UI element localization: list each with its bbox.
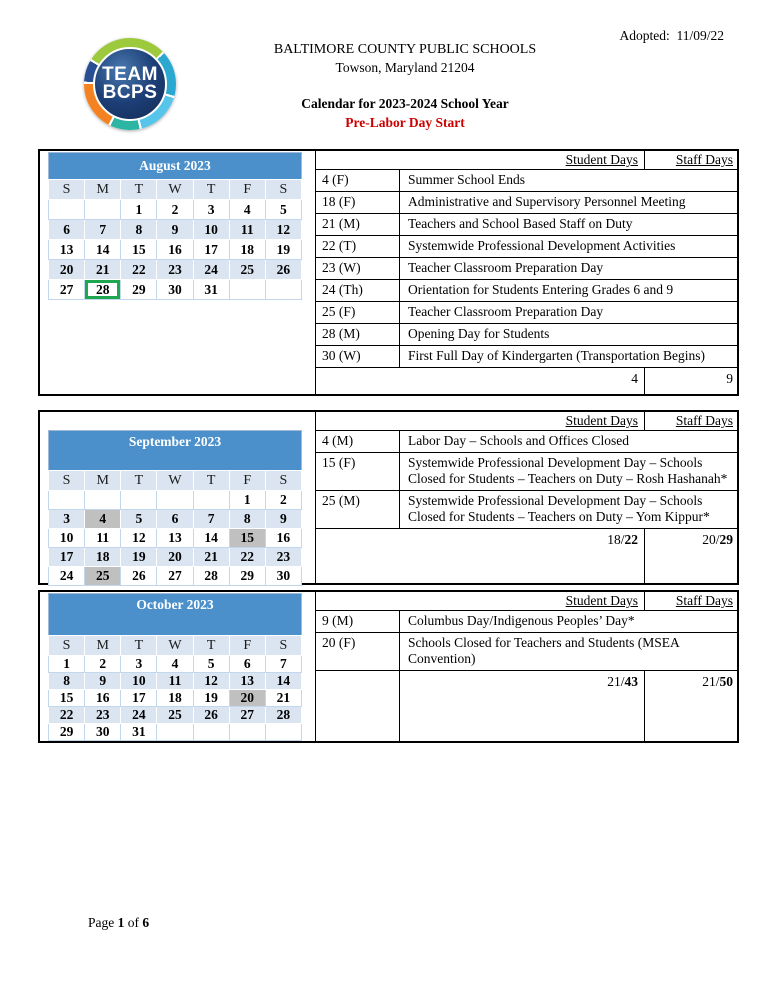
calendar-day: 24 [49, 567, 85, 586]
student-days-header-cell [316, 592, 645, 610]
calendar-day-empty [85, 491, 121, 510]
calendar-day: 5 [193, 656, 229, 673]
calendar-day: 15 [229, 529, 265, 548]
event-row [316, 346, 737, 368]
calendar-day: 17 [49, 548, 85, 567]
event-row [316, 258, 737, 280]
document-subtitle: Pre-Labor Day Start [345, 115, 465, 130]
calendar-day: 10 [49, 529, 85, 548]
calendar-day: 18 [229, 240, 265, 260]
event-description: Teachers and School Based Staff on Duty [408, 216, 633, 231]
calendar-month-title: October 2023 [49, 594, 302, 636]
student-days-total: 21/43 [400, 671, 645, 741]
calendar-day: 12 [193, 673, 229, 690]
calendar-day: 27 [49, 280, 85, 300]
calendar-day: 7 [85, 220, 121, 240]
calendar-day: 17 [193, 240, 229, 260]
event-row [316, 611, 737, 633]
calendar-day: 26 [193, 707, 229, 724]
calendar-day: 20 [49, 260, 85, 280]
calendar-day: 3 [121, 656, 157, 673]
event-description: Systemwide Professional Development Day – Schools Closed for Students – Teachers on Duty – Yom Kippur* [408, 493, 710, 524]
weekday-header-row [49, 471, 302, 491]
calendar-week-row [49, 724, 302, 741]
event-row [316, 214, 737, 236]
calendar-day: 29 [121, 280, 157, 300]
calendar-day-empty [193, 491, 229, 510]
event-description: First Full Day of Kindergarten (Transportation Begins) [408, 348, 705, 363]
calendar-day: 20 [229, 690, 265, 707]
event-row [316, 633, 737, 671]
calendar-day: 16 [157, 240, 193, 260]
calendar-day-empty [229, 724, 265, 741]
event-date: 22 (T) [316, 236, 400, 257]
weekday-label: W [157, 180, 193, 200]
event-row [316, 431, 737, 453]
calendar-day: 29 [49, 724, 85, 741]
event-date: 20 (F) [316, 633, 400, 670]
calendar-day: 12 [121, 529, 157, 548]
calendar-day: 9 [85, 673, 121, 690]
weekday-label: S [49, 471, 85, 491]
event-description: Teacher Classroom Preparation Day [408, 260, 604, 275]
event-date: 25 (M) [316, 491, 400, 528]
calendar-day: 9 [157, 220, 193, 240]
calendar-day: 15 [49, 690, 85, 707]
staff-days-header-cell [645, 412, 737, 430]
page-label-middle: of [124, 915, 143, 930]
mini-calendar-august [48, 152, 302, 300]
staff-days-total: 20/29 [702, 532, 733, 547]
student-days-header-cell [316, 412, 645, 430]
weekday-label: T [121, 636, 157, 656]
calendar-day-empty [121, 491, 157, 510]
calendar-day: 22 [229, 548, 265, 567]
calendar-day: 1 [49, 656, 85, 673]
calendar-day: 20 [157, 548, 193, 567]
student-days-label: Student Days [565, 413, 638, 428]
calendar-day: 22 [121, 260, 157, 280]
calendar-week-row [49, 220, 302, 240]
weekday-header-row [49, 180, 302, 200]
calendar-day: 19 [265, 240, 301, 260]
calendar-day: 6 [229, 656, 265, 673]
calendar-day: 18 [85, 548, 121, 567]
logo-line-bcps: BCPS [102, 82, 158, 103]
calendar-day: 28 [265, 707, 301, 724]
calendar-month-title: September 2023 [49, 431, 302, 471]
calendar-day: 13 [229, 673, 265, 690]
calendar-day-empty [265, 724, 301, 741]
month-section-august [38, 149, 739, 396]
calendar-day: 27 [157, 567, 193, 586]
calendar-day-empty [229, 280, 265, 300]
calendar-day: 9 [265, 510, 301, 529]
event-date: 21 (M) [316, 214, 400, 235]
organization-address: Towson, Maryland 21204 [335, 60, 475, 75]
weekday-label: W [157, 471, 193, 491]
totals-row [316, 671, 737, 741]
calendar-day: 26 [265, 260, 301, 280]
calendar-day: 29 [229, 567, 265, 586]
calendar-day: 14 [193, 529, 229, 548]
calendar-day: 12 [265, 220, 301, 240]
event-row [316, 192, 737, 214]
weekday-label: T [121, 471, 157, 491]
calendar-panel [40, 592, 316, 741]
calendar-day-empty [157, 491, 193, 510]
logo-line-team: TEAM [102, 64, 158, 85]
weekday-label: T [193, 180, 229, 200]
staff-days-label: Staff Days [675, 413, 733, 428]
calendar-day: 5 [121, 510, 157, 529]
document-title: Calendar for 2023-2024 School Year [301, 96, 509, 111]
calendar-week-row [49, 707, 302, 724]
calendar-day: 30 [157, 280, 193, 300]
calendar-day: 6 [49, 220, 85, 240]
calendar-week-row [49, 260, 302, 280]
event-date: 4 (F) [316, 170, 400, 191]
weekday-label: F [229, 471, 265, 491]
calendar-day: 11 [85, 529, 121, 548]
page-total-value: 6 [142, 915, 150, 930]
event-date: 30 (W) [316, 346, 400, 367]
weekday-label: S [265, 180, 301, 200]
calendar-day: 28 [193, 567, 229, 586]
calendar-day: 25 [85, 567, 121, 586]
staff-days-header-cell [645, 151, 737, 169]
event-rows [316, 431, 737, 529]
totals-date-spacer-cell [316, 671, 400, 741]
calendar-day: 18 [157, 690, 193, 707]
event-description: Teacher Classroom Preparation Day [408, 304, 604, 319]
organization-name: BALTIMORE COUNTY PUBLIC SCHOOLS [273, 42, 537, 57]
weekday-label: T [121, 180, 157, 200]
event-date: 15 (F) [316, 453, 400, 490]
calendar-day: 25 [229, 260, 265, 280]
event-row [316, 302, 737, 324]
calendar-day: 8 [121, 220, 157, 240]
calendar-day-empty [265, 280, 301, 300]
weekday-label: S [49, 180, 85, 200]
calendar-day: 15 [121, 240, 157, 260]
calendar-day: 26 [121, 567, 157, 586]
staff-days-total: 9 [726, 371, 733, 386]
weekday-label: S [49, 636, 85, 656]
weekday-label: T [193, 471, 229, 491]
calendar-day: 8 [229, 510, 265, 529]
calendar-week-row [49, 548, 302, 567]
event-description: Administrative and Supervisory Personnel Meeting [408, 194, 686, 209]
event-date: 25 (F) [316, 302, 400, 323]
student-days-label: Student Days [565, 593, 638, 608]
event-rows [316, 611, 737, 671]
calendar-day: 16 [265, 529, 301, 548]
calendar-week-row [49, 673, 302, 690]
calendar-day: 25 [157, 707, 193, 724]
calendar-day: 14 [265, 673, 301, 690]
event-description: Labor Day – Schools and Offices Closed [408, 433, 629, 448]
calendar-day-empty [49, 200, 85, 220]
calendar-day: 4 [229, 200, 265, 220]
calendar-day: 10 [193, 220, 229, 240]
weekday-label: F [229, 180, 265, 200]
calendar-day: 30 [265, 567, 301, 586]
event-row [316, 280, 737, 302]
calendar-day: 13 [157, 529, 193, 548]
staff-days-label: Staff Days [675, 593, 733, 608]
events-table [316, 412, 737, 583]
calendar-day: 21 [193, 548, 229, 567]
calendar-day: 23 [157, 260, 193, 280]
event-date: 9 (M) [316, 611, 400, 632]
calendar-day: 27 [229, 707, 265, 724]
calendar-day: 17 [121, 690, 157, 707]
month-section-september [38, 410, 739, 585]
calendar-day: 11 [229, 220, 265, 240]
calendar-week-row [49, 690, 302, 707]
calendar-day: 2 [85, 656, 121, 673]
calendar-day: 19 [193, 690, 229, 707]
calendar-day: 8 [49, 673, 85, 690]
event-row [316, 236, 737, 258]
student-days-label: Student Days [565, 152, 638, 167]
weekday-label: M [85, 471, 121, 491]
calendar-day-empty [85, 200, 121, 220]
calendar-day: 6 [157, 510, 193, 529]
adopted-date: Adopted: 11/09/22 [619, 28, 724, 43]
events-table [316, 151, 737, 394]
event-date: 23 (W) [316, 258, 400, 279]
calendar-day: 3 [49, 510, 85, 529]
page-number [88, 915, 149, 931]
letterhead [0, 42, 768, 76]
calendar-day: 11 [157, 673, 193, 690]
event-description: Opening Day for Students [408, 326, 550, 341]
calendar-day: 5 [265, 200, 301, 220]
event-date: 24 (Th) [316, 280, 400, 301]
calendar-day: 10 [121, 673, 157, 690]
calendar-day: 31 [193, 280, 229, 300]
event-description: Schools Closed for Teachers and Students (MSEA Convention) [408, 635, 680, 666]
calendar-day: 1 [121, 200, 157, 220]
calendar-day: 23 [85, 707, 121, 724]
event-description: Systemwide Professional Development Activities [408, 238, 676, 253]
calendar-day: 30 [85, 724, 121, 741]
event-description: Columbus Day/Indigenous Peoples’ Day* [408, 613, 635, 628]
staff-days-total: 21/50 [702, 674, 733, 689]
event-description: Systemwide Professional Development Day – Schools Closed for Students – Teachers on Duty – Rosh Hashanah* [408, 455, 728, 486]
page-number-value: 1 [117, 915, 125, 930]
event-date: 18 (F) [316, 192, 400, 213]
weekday-label: M [85, 636, 121, 656]
weekday-label: T [193, 636, 229, 656]
mini-calendar-september [48, 430, 302, 586]
event-row [316, 324, 737, 346]
calendar-day: 28 [85, 280, 121, 300]
event-row [316, 170, 737, 192]
calendar-day: 7 [193, 510, 229, 529]
event-description: Summer School Ends [408, 172, 525, 187]
month-section-october [38, 590, 739, 743]
event-date: 28 (M) [316, 324, 400, 345]
student-days-header-cell [316, 151, 645, 169]
calendar-day: 7 [265, 656, 301, 673]
staff-days-label: Staff Days [675, 152, 733, 167]
calendar-day: 4 [157, 656, 193, 673]
calendar-week-row [49, 491, 302, 510]
events-header-row [316, 151, 737, 170]
weekday-label: M [85, 180, 121, 200]
staff-days-header-cell [645, 592, 737, 610]
calendar-day: 3 [193, 200, 229, 220]
document-title-block [0, 96, 768, 131]
calendar-panel [40, 412, 316, 583]
calendar-day: 2 [265, 491, 301, 510]
calendar-week-row [49, 510, 302, 529]
calendar-day-empty [193, 724, 229, 741]
page-label-prefix: Page [88, 915, 118, 930]
weekday-header-row [49, 636, 302, 656]
event-rows [316, 170, 737, 368]
calendar-panel [40, 151, 316, 394]
weekday-label: S [265, 636, 301, 656]
calendar-day: 13 [49, 240, 85, 260]
calendar-week-row [49, 656, 302, 673]
calendar-month-title: August 2023 [49, 153, 302, 180]
events-header-row [316, 412, 737, 431]
mini-calendar-october [48, 593, 302, 741]
calendar-day: 14 [85, 240, 121, 260]
calendar-day: 24 [121, 707, 157, 724]
calendar-day-empty [157, 724, 193, 741]
calendar-day: 19 [121, 548, 157, 567]
calendar-week-row [49, 567, 302, 586]
calendar-day: 21 [265, 690, 301, 707]
calendar-day: 16 [85, 690, 121, 707]
calendar-day: 2 [157, 200, 193, 220]
totals-row [316, 368, 737, 394]
student-days-total: 4 [316, 368, 645, 394]
calendar-day: 21 [85, 260, 121, 280]
event-date: 4 (M) [316, 431, 400, 452]
calendar-week-row [49, 200, 302, 220]
events-table [316, 592, 737, 741]
calendar-day: 31 [121, 724, 157, 741]
calendar-day: 22 [49, 707, 85, 724]
event-row [316, 491, 737, 529]
calendar-week-row [49, 280, 302, 300]
event-row [316, 453, 737, 491]
calendar-day: 23 [265, 548, 301, 567]
student-days-total: 18/22 [316, 529, 645, 583]
calendar-week-row [49, 240, 302, 260]
calendar-day-empty [49, 491, 85, 510]
events-header-row [316, 592, 737, 611]
event-description: Orientation for Students Entering Grades 6 and 9 [408, 282, 674, 297]
calendar-day: 4 [85, 510, 121, 529]
weekday-label: S [265, 471, 301, 491]
calendar-day: 24 [193, 260, 229, 280]
weekday-label: F [229, 636, 265, 656]
weekday-label: W [157, 636, 193, 656]
totals-row [316, 529, 737, 583]
calendar-week-row [49, 529, 302, 548]
calendar-day: 1 [229, 491, 265, 510]
